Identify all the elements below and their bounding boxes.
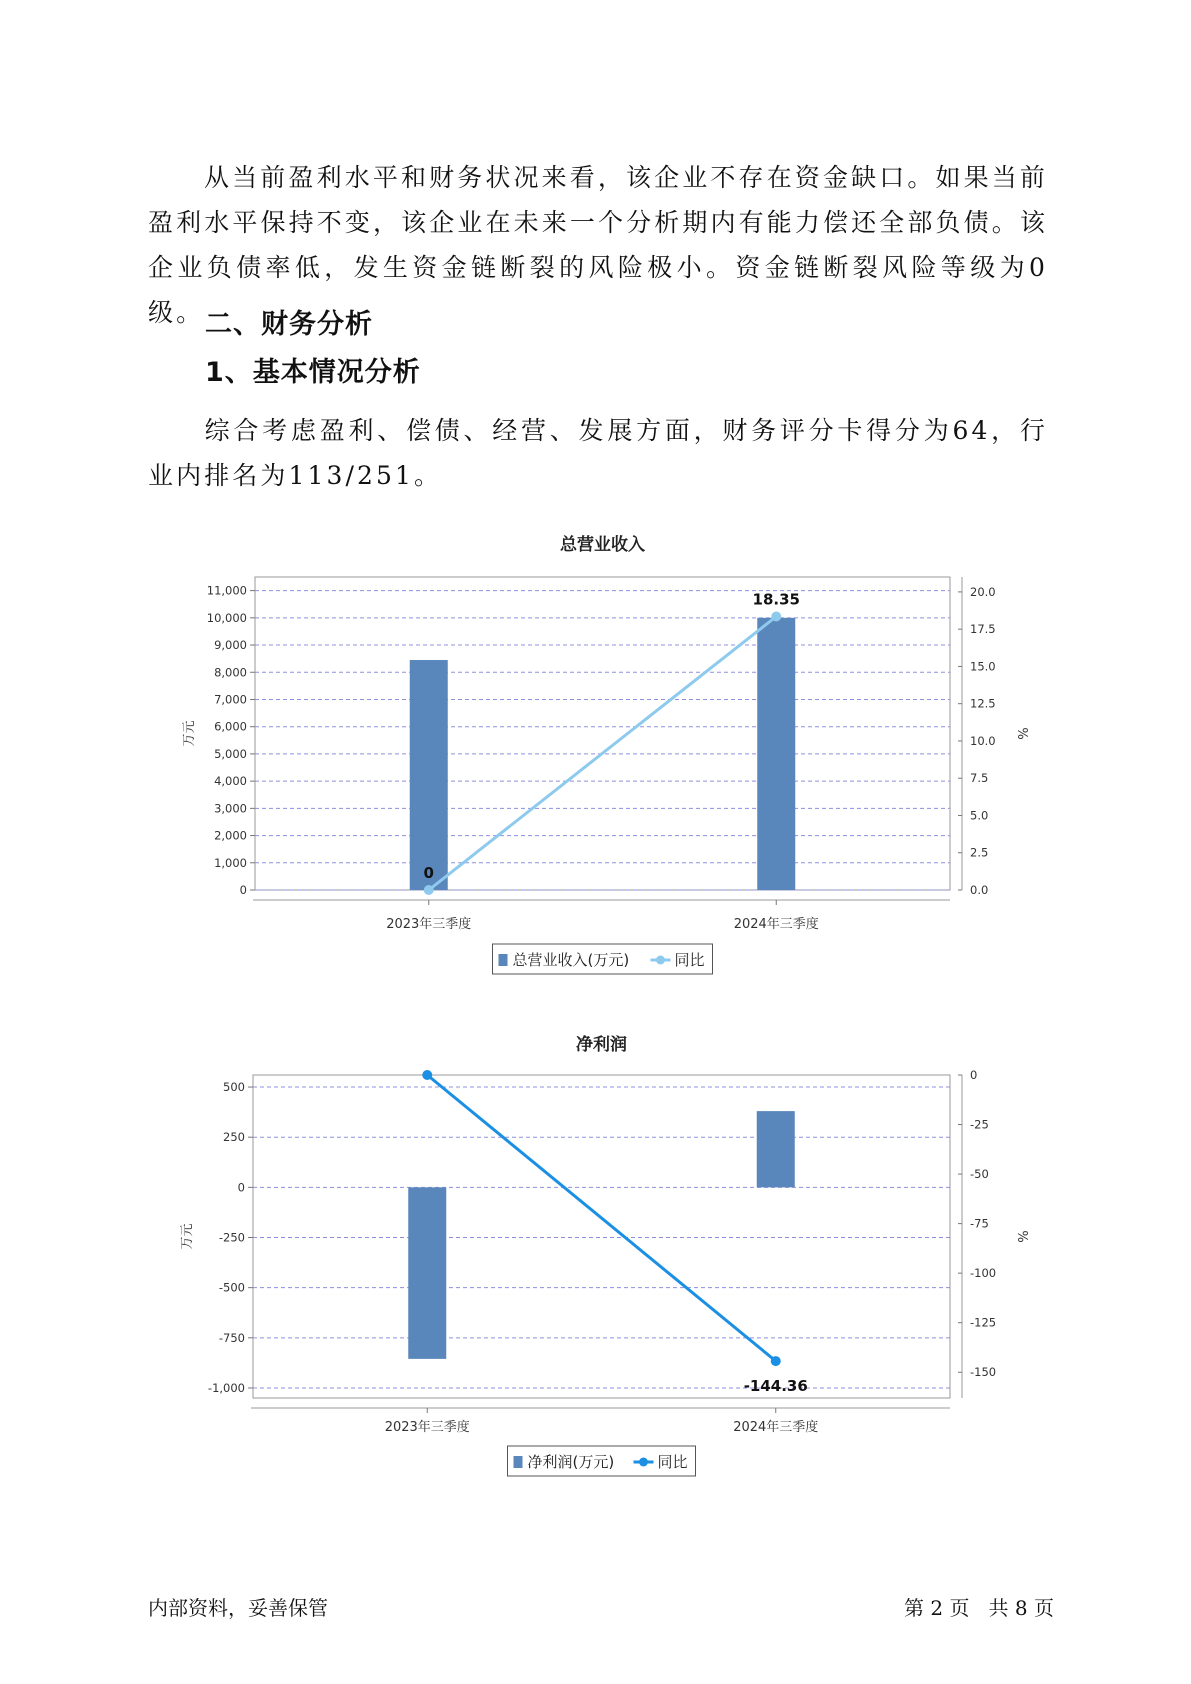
bar	[757, 618, 795, 890]
left-tick-label: 8,000	[214, 665, 247, 680]
bar	[410, 660, 448, 890]
left-tick-label: 7,000	[214, 692, 247, 707]
paragraph-scorecard	[148, 408, 1048, 498]
yoy-point	[422, 1070, 432, 1080]
left-tick-label: 250	[223, 1130, 245, 1145]
left-tick-label: 6,000	[214, 719, 247, 734]
legend-line-label: 同比	[657, 1453, 688, 1471]
section-heading: 二、财务分析	[205, 309, 373, 340]
right-tick-label: -50	[970, 1167, 989, 1182]
left-tick-label: 5,000	[214, 746, 247, 761]
right-tick-label: -150	[970, 1365, 997, 1380]
legend-bar-label: 总营业收入(万元)	[512, 951, 630, 969]
left-tick-label: 4,000	[214, 774, 247, 789]
right-tick-label: 20.0	[970, 584, 996, 599]
y2-axis-label: %	[1014, 727, 1029, 740]
left-tick-label: -750	[218, 1330, 245, 1345]
category-label: 2024年三季度	[733, 917, 819, 932]
plot-area	[253, 1075, 950, 1398]
chart-net-profit-svg	[0, 1020, 1191, 1480]
data-label: 0	[423, 864, 434, 882]
yoy-point	[771, 1356, 781, 1366]
yoy-point	[424, 885, 434, 895]
legend-line-marker	[639, 1458, 648, 1467]
category-label: 2023年三季度	[386, 917, 472, 932]
left-tick-label: -250	[218, 1230, 245, 1245]
subsection-heading: 1、基本情况分析	[205, 357, 421, 388]
paragraph-capital-risk-text: 从当前盈利水平和财务状况来看，该企业不存在资金缺口。如果当前盈利水平保持不变，该企业在未来一个分析期内有能力偿还全部负债。该企业负债率低，发生资金链断裂的风险极小。资金链断裂风险等级为0级。	[148, 163, 1048, 327]
right-tick-label: -25	[970, 1117, 989, 1132]
right-tick-label: 0	[970, 1068, 978, 1082]
left-tick-label: 3,000	[214, 801, 247, 816]
data-label: -144.36	[743, 1377, 808, 1396]
y2-axis-label: %	[1014, 1230, 1029, 1243]
left-tick-label: 0	[237, 1180, 245, 1195]
right-tick-label: 10.0	[970, 733, 996, 748]
right-tick-label: 17.5	[970, 622, 996, 637]
footer-page-number: 第 2 页 共 8 页	[904, 1596, 1054, 1620]
y-axis-label: 万元	[182, 720, 197, 747]
left-tick-label: 500	[223, 1080, 245, 1095]
chart-revenue-svg	[0, 520, 1191, 980]
left-tick-label: -500	[218, 1280, 245, 1295]
right-tick-label: -100	[970, 1266, 997, 1281]
legend-bar-swatch	[514, 1456, 523, 1468]
right-tick-label: 12.5	[970, 696, 996, 711]
right-tick-label: -75	[970, 1216, 989, 1231]
left-tick-label: 11,000	[206, 583, 247, 598]
chart-net-profit	[0, 1020, 1191, 1480]
bar	[757, 1111, 795, 1187]
left-tick-label: 10,000	[206, 610, 247, 625]
bar	[408, 1187, 446, 1359]
chart-title: 净利润	[576, 1035, 627, 1055]
right-tick-label: 2.5	[970, 845, 989, 860]
left-tick-label: -1,000	[207, 1380, 245, 1395]
data-label: 18.35	[752, 590, 800, 609]
legend-line-label: 同比	[674, 951, 705, 969]
left-tick-label: 2,000	[214, 828, 247, 843]
plot-area	[255, 577, 950, 890]
footer-note: 内部资料，妥善保管	[148, 1596, 328, 1620]
left-tick-label: 9,000	[214, 638, 247, 653]
right-tick-label: 0.0	[970, 883, 989, 897]
legend-line-marker	[656, 956, 665, 965]
category-label: 2023年三季度	[384, 1420, 470, 1435]
right-tick-label: 5.0	[970, 808, 989, 823]
yoy-point	[771, 611, 781, 621]
right-tick-label: -125	[970, 1315, 997, 1330]
y-axis-label: 万元	[180, 1223, 195, 1250]
legend-bar-label: 净利润(万元)	[527, 1453, 615, 1471]
left-tick-label: 0	[239, 883, 247, 897]
left-tick-label: 1,000	[214, 855, 247, 870]
paragraph-scorecard-text: 综合考虑盈利、偿债、经营、发展方面，财务评分卡得分为64，行业内排名为113/251。	[148, 416, 1048, 490]
right-tick-label: 7.5	[970, 771, 989, 786]
chart-title: 总营业收入	[560, 535, 645, 555]
right-tick-label: 15.0	[970, 659, 996, 674]
chart-revenue	[0, 520, 1191, 980]
category-label: 2024年三季度	[733, 1420, 819, 1435]
legend-bar-swatch	[499, 954, 508, 966]
